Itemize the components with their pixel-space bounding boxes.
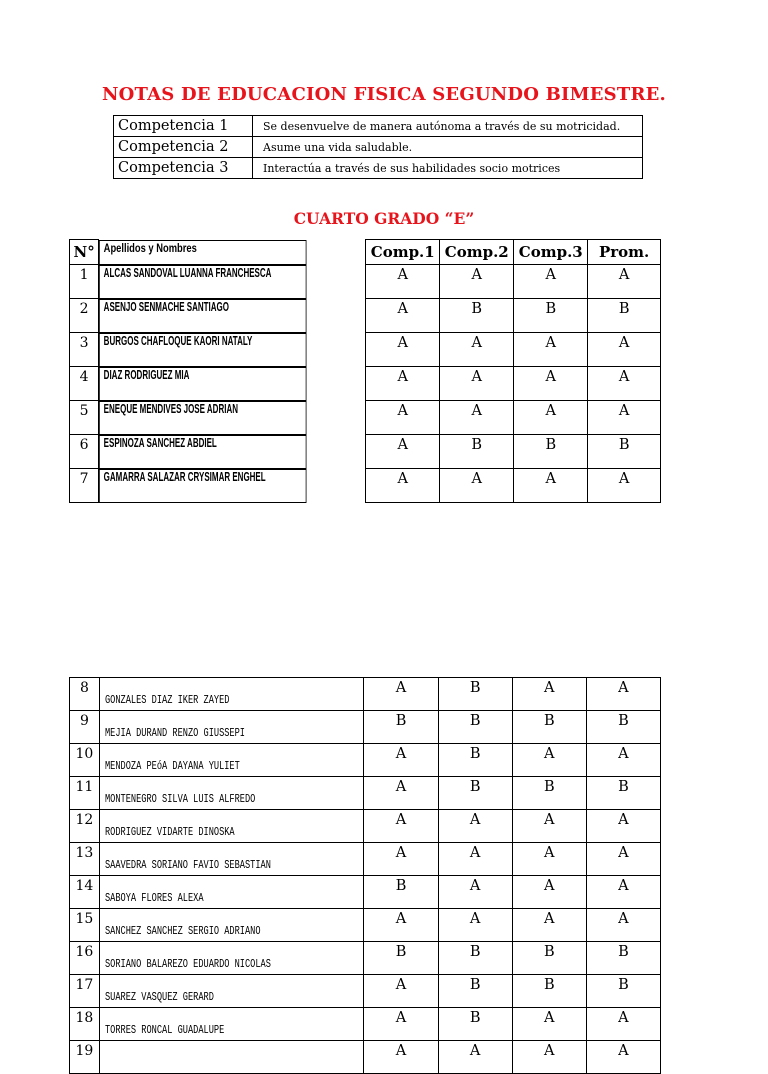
- grade-c1: B: [364, 711, 438, 744]
- grade-c2: A: [440, 265, 514, 299]
- student-name-cell: [99, 401, 306, 435]
- grade-prom: B: [586, 777, 660, 810]
- student-name-cell: [99, 265, 306, 299]
- student-name: ESPINOZA SANCHEZ ABDIEL: [103, 435, 218, 450]
- student-number: 9: [70, 711, 100, 744]
- student-row: [70, 975, 661, 1008]
- grade-c1: A: [364, 1041, 438, 1074]
- grade-c3: B: [512, 975, 586, 1008]
- grade-c2: A: [440, 469, 514, 503]
- grade-c3: A: [512, 810, 586, 843]
- student-name: SANCHEZ SANCHEZ SERGIO ADRIANO: [104, 924, 261, 938]
- student-name-cell: [99, 975, 364, 1008]
- student-number: 6: [70, 435, 99, 469]
- competencia-label: Competencia 1: [114, 116, 253, 137]
- grade-c2: B: [438, 777, 512, 810]
- grade-c3: A: [512, 678, 586, 711]
- grade-c3: A: [512, 876, 586, 909]
- student-name-cell: [99, 711, 364, 744]
- student-name: RODRIGUEZ VIDARTE DINOSKA: [104, 825, 235, 839]
- competencias-table: [113, 115, 643, 179]
- grade-c2: B: [438, 744, 512, 777]
- student-name: SAAVEDRA SORIANO FAVIO SEBASTIAN: [104, 858, 271, 872]
- grade-prom: A: [588, 367, 661, 401]
- grade-prom: A: [586, 810, 660, 843]
- student-name-cell: [99, 435, 306, 469]
- student-name: SORIANO BALAREZO EDUARDO NICOLAS: [104, 957, 271, 971]
- grade-prom: A: [586, 1041, 660, 1074]
- grade-c3: A: [514, 265, 588, 299]
- student-row: [70, 711, 661, 744]
- grade-c1: A: [364, 975, 438, 1008]
- student-name: ENEQUE MENDIVES JOSE ADRIAN: [103, 401, 239, 416]
- competencia-label: Competencia 3: [114, 158, 253, 179]
- grade-c1: A: [366, 435, 440, 469]
- student-number: 10: [70, 744, 100, 777]
- competencia-row: [114, 137, 643, 158]
- grade-c2: A: [438, 810, 512, 843]
- student-name-cell: [99, 810, 364, 843]
- grade-c3: A: [514, 367, 588, 401]
- student-name: DIAZ RODRIGUEZ MIA: [103, 367, 190, 382]
- grade-c2: B: [438, 711, 512, 744]
- grade-c2: B: [440, 435, 514, 469]
- grade-c2: A: [440, 401, 514, 435]
- student-number: 4: [70, 367, 99, 401]
- student-name-cell: [99, 333, 306, 367]
- student-number: 7: [70, 469, 99, 503]
- student-name-cell: [99, 469, 306, 503]
- grade-c1: A: [366, 367, 440, 401]
- column-header: Apellidos y Nombres: [99, 240, 306, 265]
- grade-c1: A: [364, 1008, 438, 1041]
- student-row: [70, 1008, 661, 1041]
- student-number: 8: [70, 678, 100, 711]
- competencia-label: Competencia 2: [114, 137, 253, 158]
- grade-c1: A: [364, 843, 438, 876]
- grade-c3: A: [512, 843, 586, 876]
- grade-c3: B: [512, 711, 586, 744]
- grade-title: CUARTO GRADO “E”: [293, 209, 475, 228]
- grade-prom: B: [586, 942, 660, 975]
- student-name-cell: [99, 744, 364, 777]
- student-row: [70, 435, 661, 469]
- grade-c1: A: [366, 299, 440, 333]
- student-number: 5: [70, 401, 99, 435]
- grade-prom: A: [586, 744, 660, 777]
- grade-c2: A: [438, 843, 512, 876]
- student-row: [70, 265, 661, 299]
- student-row: [70, 810, 661, 843]
- student-row: [70, 777, 661, 810]
- student-name-cell: [99, 777, 364, 810]
- grade-c1: B: [364, 942, 438, 975]
- grades-table-page2: [69, 677, 661, 1074]
- column-header: Comp.3: [514, 240, 588, 265]
- student-number: 11: [70, 777, 100, 810]
- student-name-cell: [99, 1041, 364, 1074]
- grade-c2: A: [438, 1041, 512, 1074]
- student-row: [70, 299, 661, 333]
- student-name-cell: [99, 909, 364, 942]
- student-name: MEJIA DURAND RENZO GIUSSEPI: [104, 726, 245, 740]
- student-row: [70, 876, 661, 909]
- competencia-row: [114, 116, 643, 137]
- student-name: TORRES RONCAL GUADALUPE: [104, 1023, 225, 1037]
- grade-c3: B: [512, 777, 586, 810]
- competencia-description: Se desenvuelve de manera autónoma a través de su motricidad.: [253, 116, 643, 137]
- student-number: 16: [70, 942, 100, 975]
- student-name-cell: [99, 843, 364, 876]
- student-name-cell: [99, 1008, 364, 1041]
- grade-c3: A: [514, 333, 588, 367]
- grade-c1: A: [364, 777, 438, 810]
- grade-c3: B: [514, 299, 588, 333]
- grade-c3: A: [512, 909, 586, 942]
- student-row: [70, 942, 661, 975]
- student-row: [70, 744, 661, 777]
- grade-c1: A: [366, 469, 440, 503]
- student-number: 2: [70, 299, 99, 333]
- grades-header-row: [70, 240, 661, 265]
- grades-table-page1: [69, 239, 661, 503]
- grade-c1: A: [364, 810, 438, 843]
- student-number: 13: [70, 843, 100, 876]
- grade-c2: B: [438, 975, 512, 1008]
- student-name: ASENJO SENMACHE SANTIAGO: [103, 299, 230, 314]
- grade-c1: A: [366, 265, 440, 299]
- grade-prom: A: [588, 265, 661, 299]
- grade-c2: B: [440, 299, 514, 333]
- student-name: MENDOZA PEóA DAYANA YULIET: [104, 759, 240, 773]
- grade-c3: A: [514, 401, 588, 435]
- student-name-cell: [99, 942, 364, 975]
- column-header: Comp.1: [366, 240, 440, 265]
- competencia-row: [114, 158, 643, 179]
- student-number: 19: [70, 1041, 100, 1074]
- grade-prom: B: [586, 975, 660, 1008]
- student-name-cell: [99, 299, 306, 333]
- grade-c1: A: [366, 401, 440, 435]
- grade-c3: A: [512, 1008, 586, 1041]
- student-name-cell: [99, 678, 364, 711]
- student-row: [70, 333, 661, 367]
- student-row: [70, 1041, 661, 1074]
- student-number: 3: [70, 333, 99, 367]
- grade-c2: A: [438, 909, 512, 942]
- grade-prom: A: [586, 678, 660, 711]
- grade-c3: A: [512, 744, 586, 777]
- grade-c1: A: [364, 909, 438, 942]
- student-name: ALCAS SANDOVAL LUANNA FRANCHESCA: [103, 265, 272, 280]
- grade-c2: B: [438, 1008, 512, 1041]
- document-title: NOTAS DE EDUCACION FISICA SEGUNDO BIMESTRE.: [101, 84, 667, 105]
- student-number: 15: [70, 909, 100, 942]
- grade-c2: A: [440, 367, 514, 401]
- student-name: GAMARRA SALAZAR CRYSIMAR ENGHEL: [103, 469, 266, 484]
- student-row: [70, 678, 661, 711]
- grade-c2: B: [438, 678, 512, 711]
- grade-prom: A: [588, 469, 661, 503]
- column-header: Comp.2: [440, 240, 514, 265]
- student-name: BURGOS CHAFLOQUE KAORI NATALY: [103, 333, 253, 348]
- student-name: MONTENEGRO SILVA LUIS ALFREDO: [104, 792, 256, 806]
- grade-c3: B: [514, 435, 588, 469]
- grade-c1: A: [364, 744, 438, 777]
- grade-c2: B: [438, 942, 512, 975]
- student-name: SABOYA FLORES ALEXA: [104, 891, 204, 905]
- student-name: GONZALES DIAZ IKER ZAYED: [104, 693, 230, 707]
- grade-c3: A: [512, 1041, 586, 1074]
- grade-c2: A: [440, 333, 514, 367]
- grade-prom: A: [586, 1008, 660, 1041]
- grade-c3: B: [512, 942, 586, 975]
- competencia-description: Interactúa a través de sus habilidades socio motrices: [253, 158, 643, 179]
- grade-prom: A: [586, 843, 660, 876]
- grade-prom: A: [588, 401, 661, 435]
- student-row: [70, 401, 661, 435]
- competencia-description: Asume una vida saludable.: [253, 137, 643, 158]
- student-row: [70, 909, 661, 942]
- student-number: 12: [70, 810, 100, 843]
- grade-c1: B: [364, 876, 438, 909]
- grade-prom: B: [586, 711, 660, 744]
- student-name-cell: [99, 367, 306, 401]
- grade-prom: A: [586, 876, 660, 909]
- student-row: [70, 843, 661, 876]
- column-header: N°: [70, 240, 99, 265]
- student-number: 17: [70, 975, 100, 1008]
- student-number: 1: [70, 265, 99, 299]
- student-name-cell: [99, 876, 364, 909]
- grade-prom: B: [588, 435, 661, 469]
- student-number: 18: [70, 1008, 100, 1041]
- student-row: [70, 367, 661, 401]
- column-header: Prom.: [588, 240, 661, 265]
- grade-c2: A: [438, 876, 512, 909]
- student-name: SUAREZ VASQUEZ GERARD: [104, 990, 214, 1004]
- grade-prom: A: [586, 909, 660, 942]
- student-number: 14: [70, 876, 100, 909]
- grade-prom: A: [588, 333, 661, 367]
- grade-c3: A: [514, 469, 588, 503]
- grade-c1: A: [364, 678, 438, 711]
- grade-prom: B: [588, 299, 661, 333]
- student-row: [70, 469, 661, 503]
- grade-c1: A: [366, 333, 440, 367]
